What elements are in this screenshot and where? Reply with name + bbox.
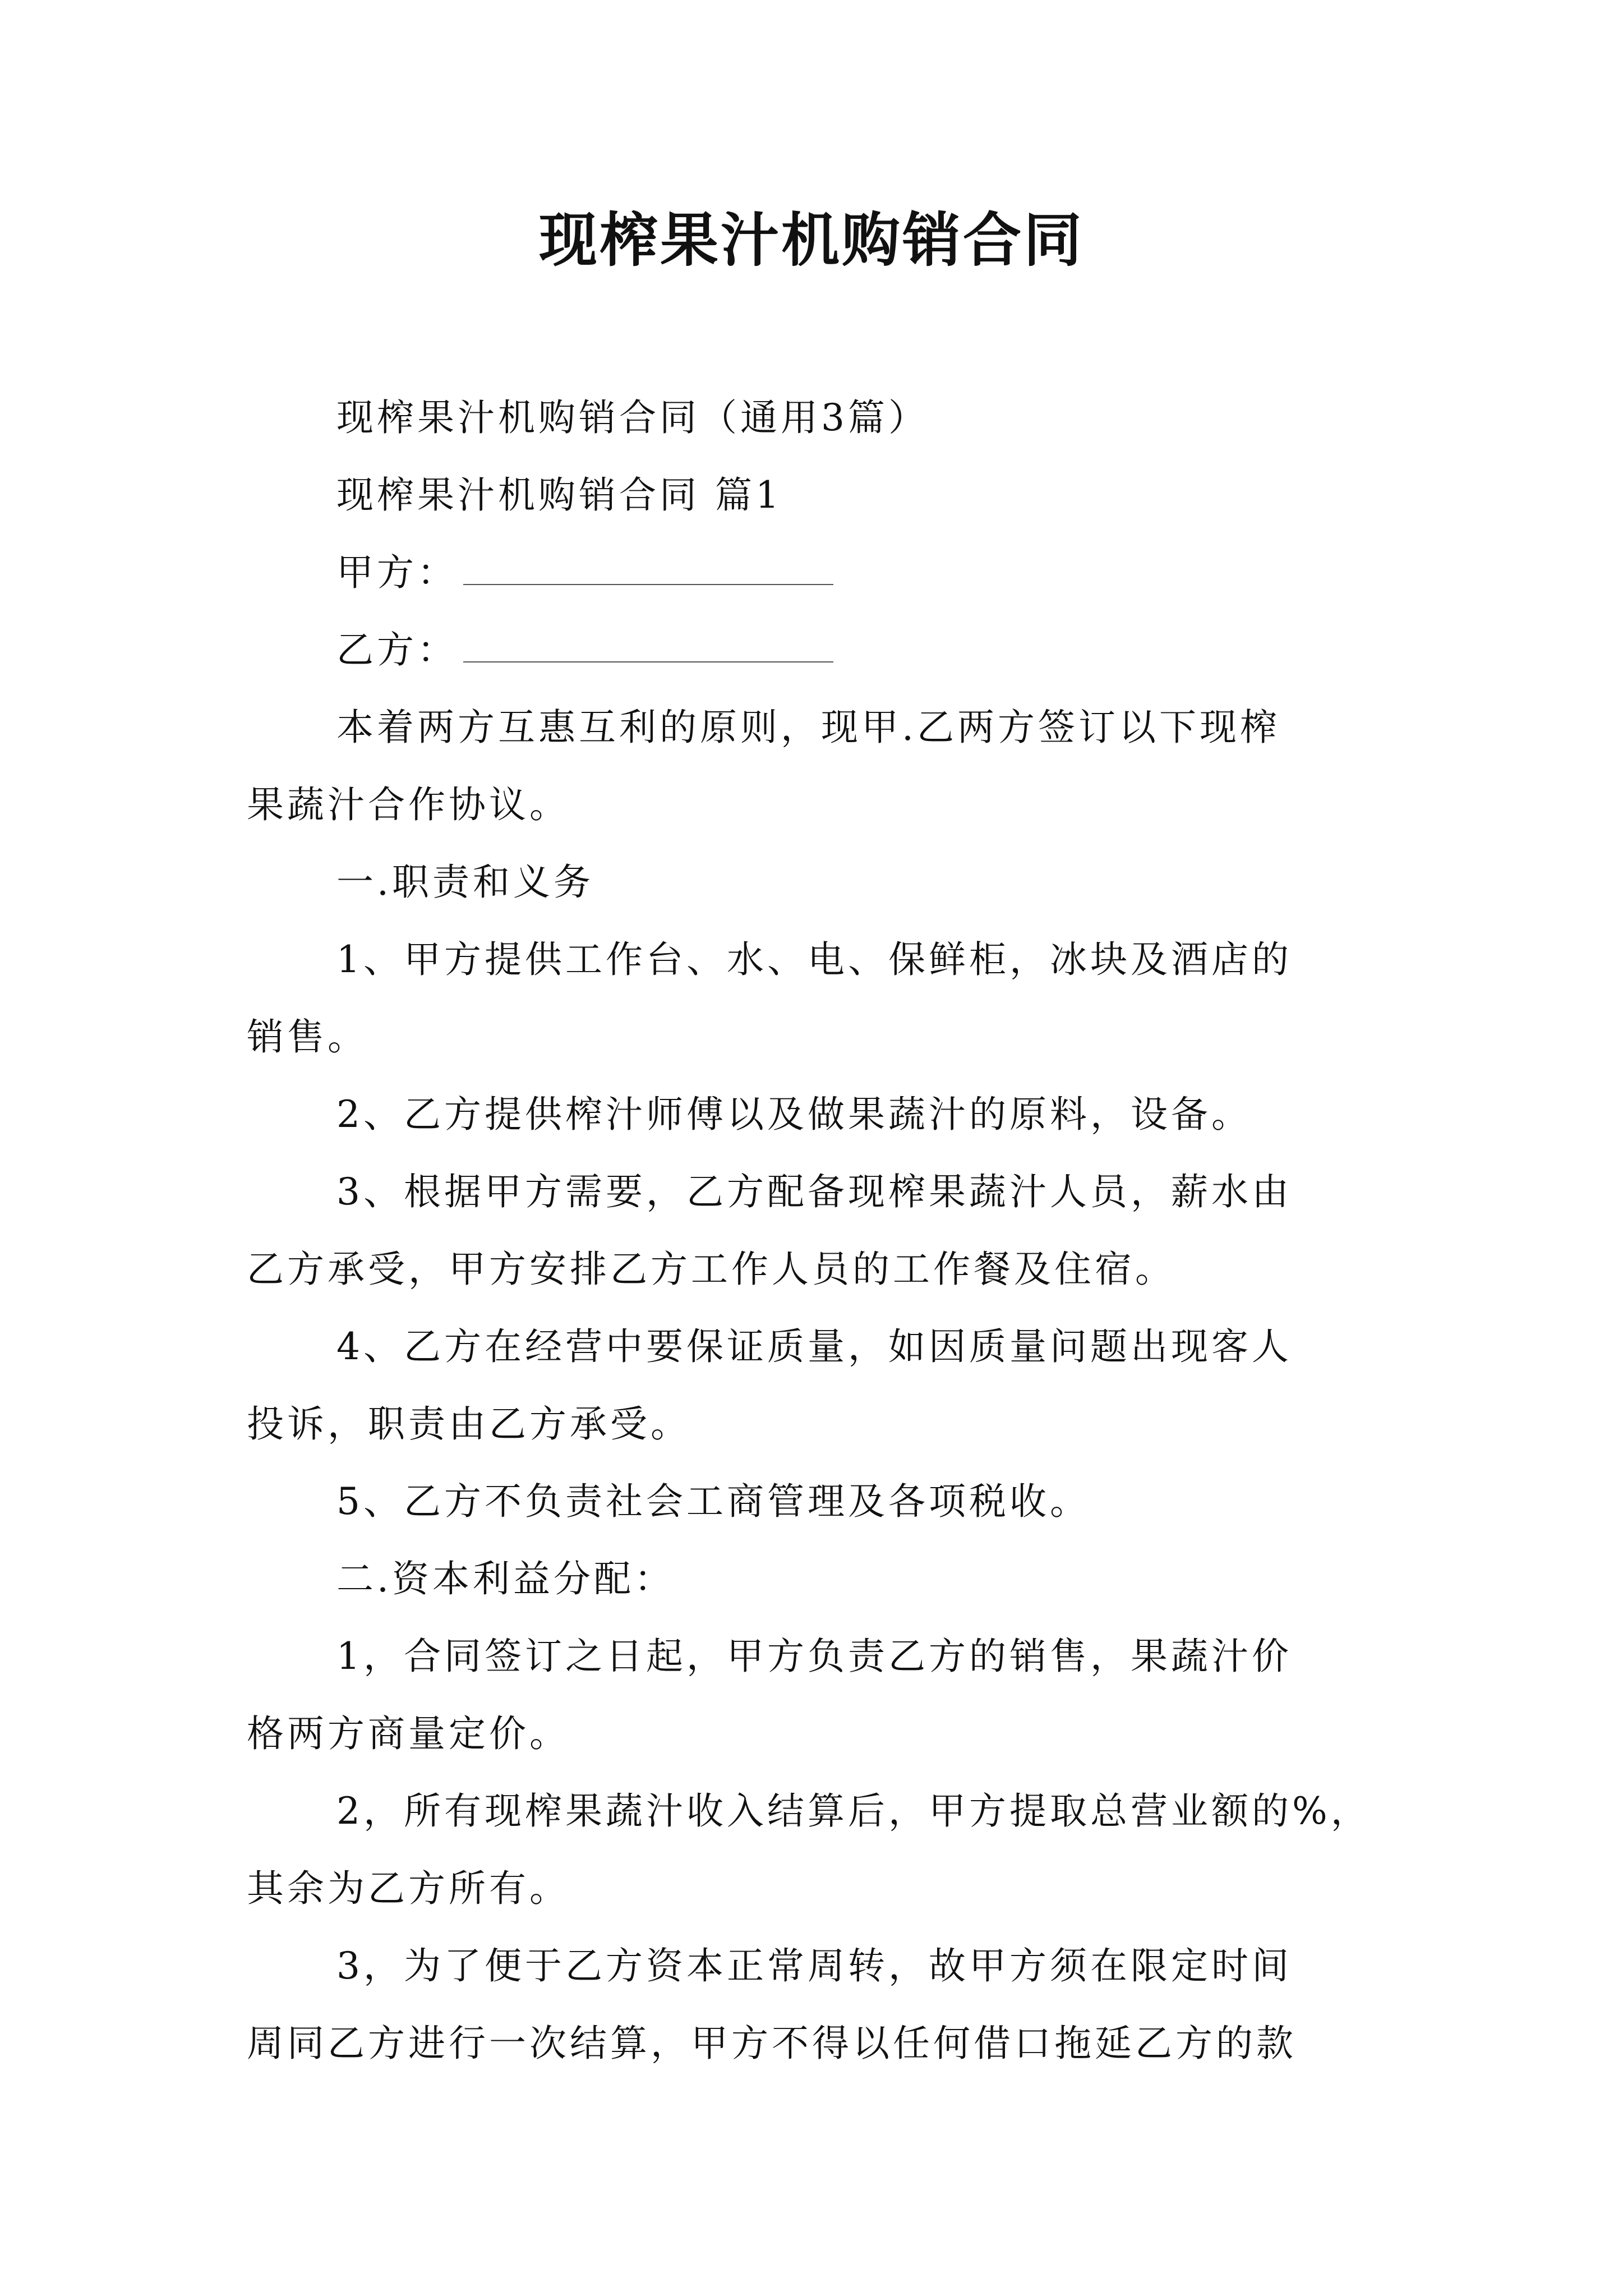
document-subtitle: 现榨果汁机购销合同（通用3篇） — [336, 396, 929, 439]
party-a-label: 甲方： — [336, 551, 458, 594]
paragraph-line: 格两方商量定价。 — [247, 1712, 570, 1755]
paragraph-line: 3、根据甲方需要，乙方配备现榨果蔬汁人员，薪水由 — [336, 1170, 1292, 1213]
party-b-blank — [463, 630, 833, 662]
party-a-line — [336, 542, 833, 604]
paragraph-line: 3，为了便于乙方资本正常周转，故甲方须在限定时间 — [336, 1944, 1292, 1987]
paragraph-line: 1、甲方提供工作台、水、电、保鲜柜，冰块及酒店的 — [336, 938, 1292, 981]
paragraph-line: 投诉，职责由乙方承受。 — [247, 1402, 691, 1446]
section-heading-profit: 二.资本利益分配： — [336, 1557, 675, 1600]
paragraph-line: 1，合同签订之日起，甲方负责乙方的销售，果蔬汁价 — [336, 1635, 1292, 1678]
paragraph-line: 2、乙方提供榨汁师傅以及做果蔬汁的原料，设备。 — [336, 1093, 1252, 1136]
party-b-line — [336, 619, 833, 681]
paragraph-line: 4、乙方在经营中要保证质量，如因质量问题出现客人 — [336, 1325, 1292, 1368]
section-heading-duties: 一.职责和义务 — [336, 861, 594, 904]
paragraph-line: 本着两方互惠互利的原则，现甲.乙两方签订以下现榨 — [336, 706, 1280, 749]
paragraph-line: 果蔬汁合作协议。 — [247, 783, 570, 826]
paragraph-line: 销售。 — [247, 1015, 368, 1059]
document-title: 现榨果汁机购销合同 — [538, 205, 1084, 274]
paragraph-line: 其余为乙方所有。 — [247, 1867, 570, 1910]
paragraph-line: 5、乙方不负责社会工商管理及各项税收。 — [336, 1480, 1090, 1523]
party-b-label: 乙方： — [336, 628, 458, 671]
paragraph-line: 2，所有现榨果蔬汁收入结算后，甲方提取总营业额的%， — [336, 1789, 1371, 1833]
section-heading: 现榨果汁机购销合同 篇1 — [336, 473, 782, 517]
paragraph-line: 周同乙方进行一次结算，甲方不得以任何借口拖延乙方的款 — [247, 2022, 1297, 2065]
paragraph-line: 乙方承受，甲方安排乙方工作人员的工作餐及住宿。 — [247, 1248, 1175, 1291]
party-a-blank — [463, 553, 833, 585]
